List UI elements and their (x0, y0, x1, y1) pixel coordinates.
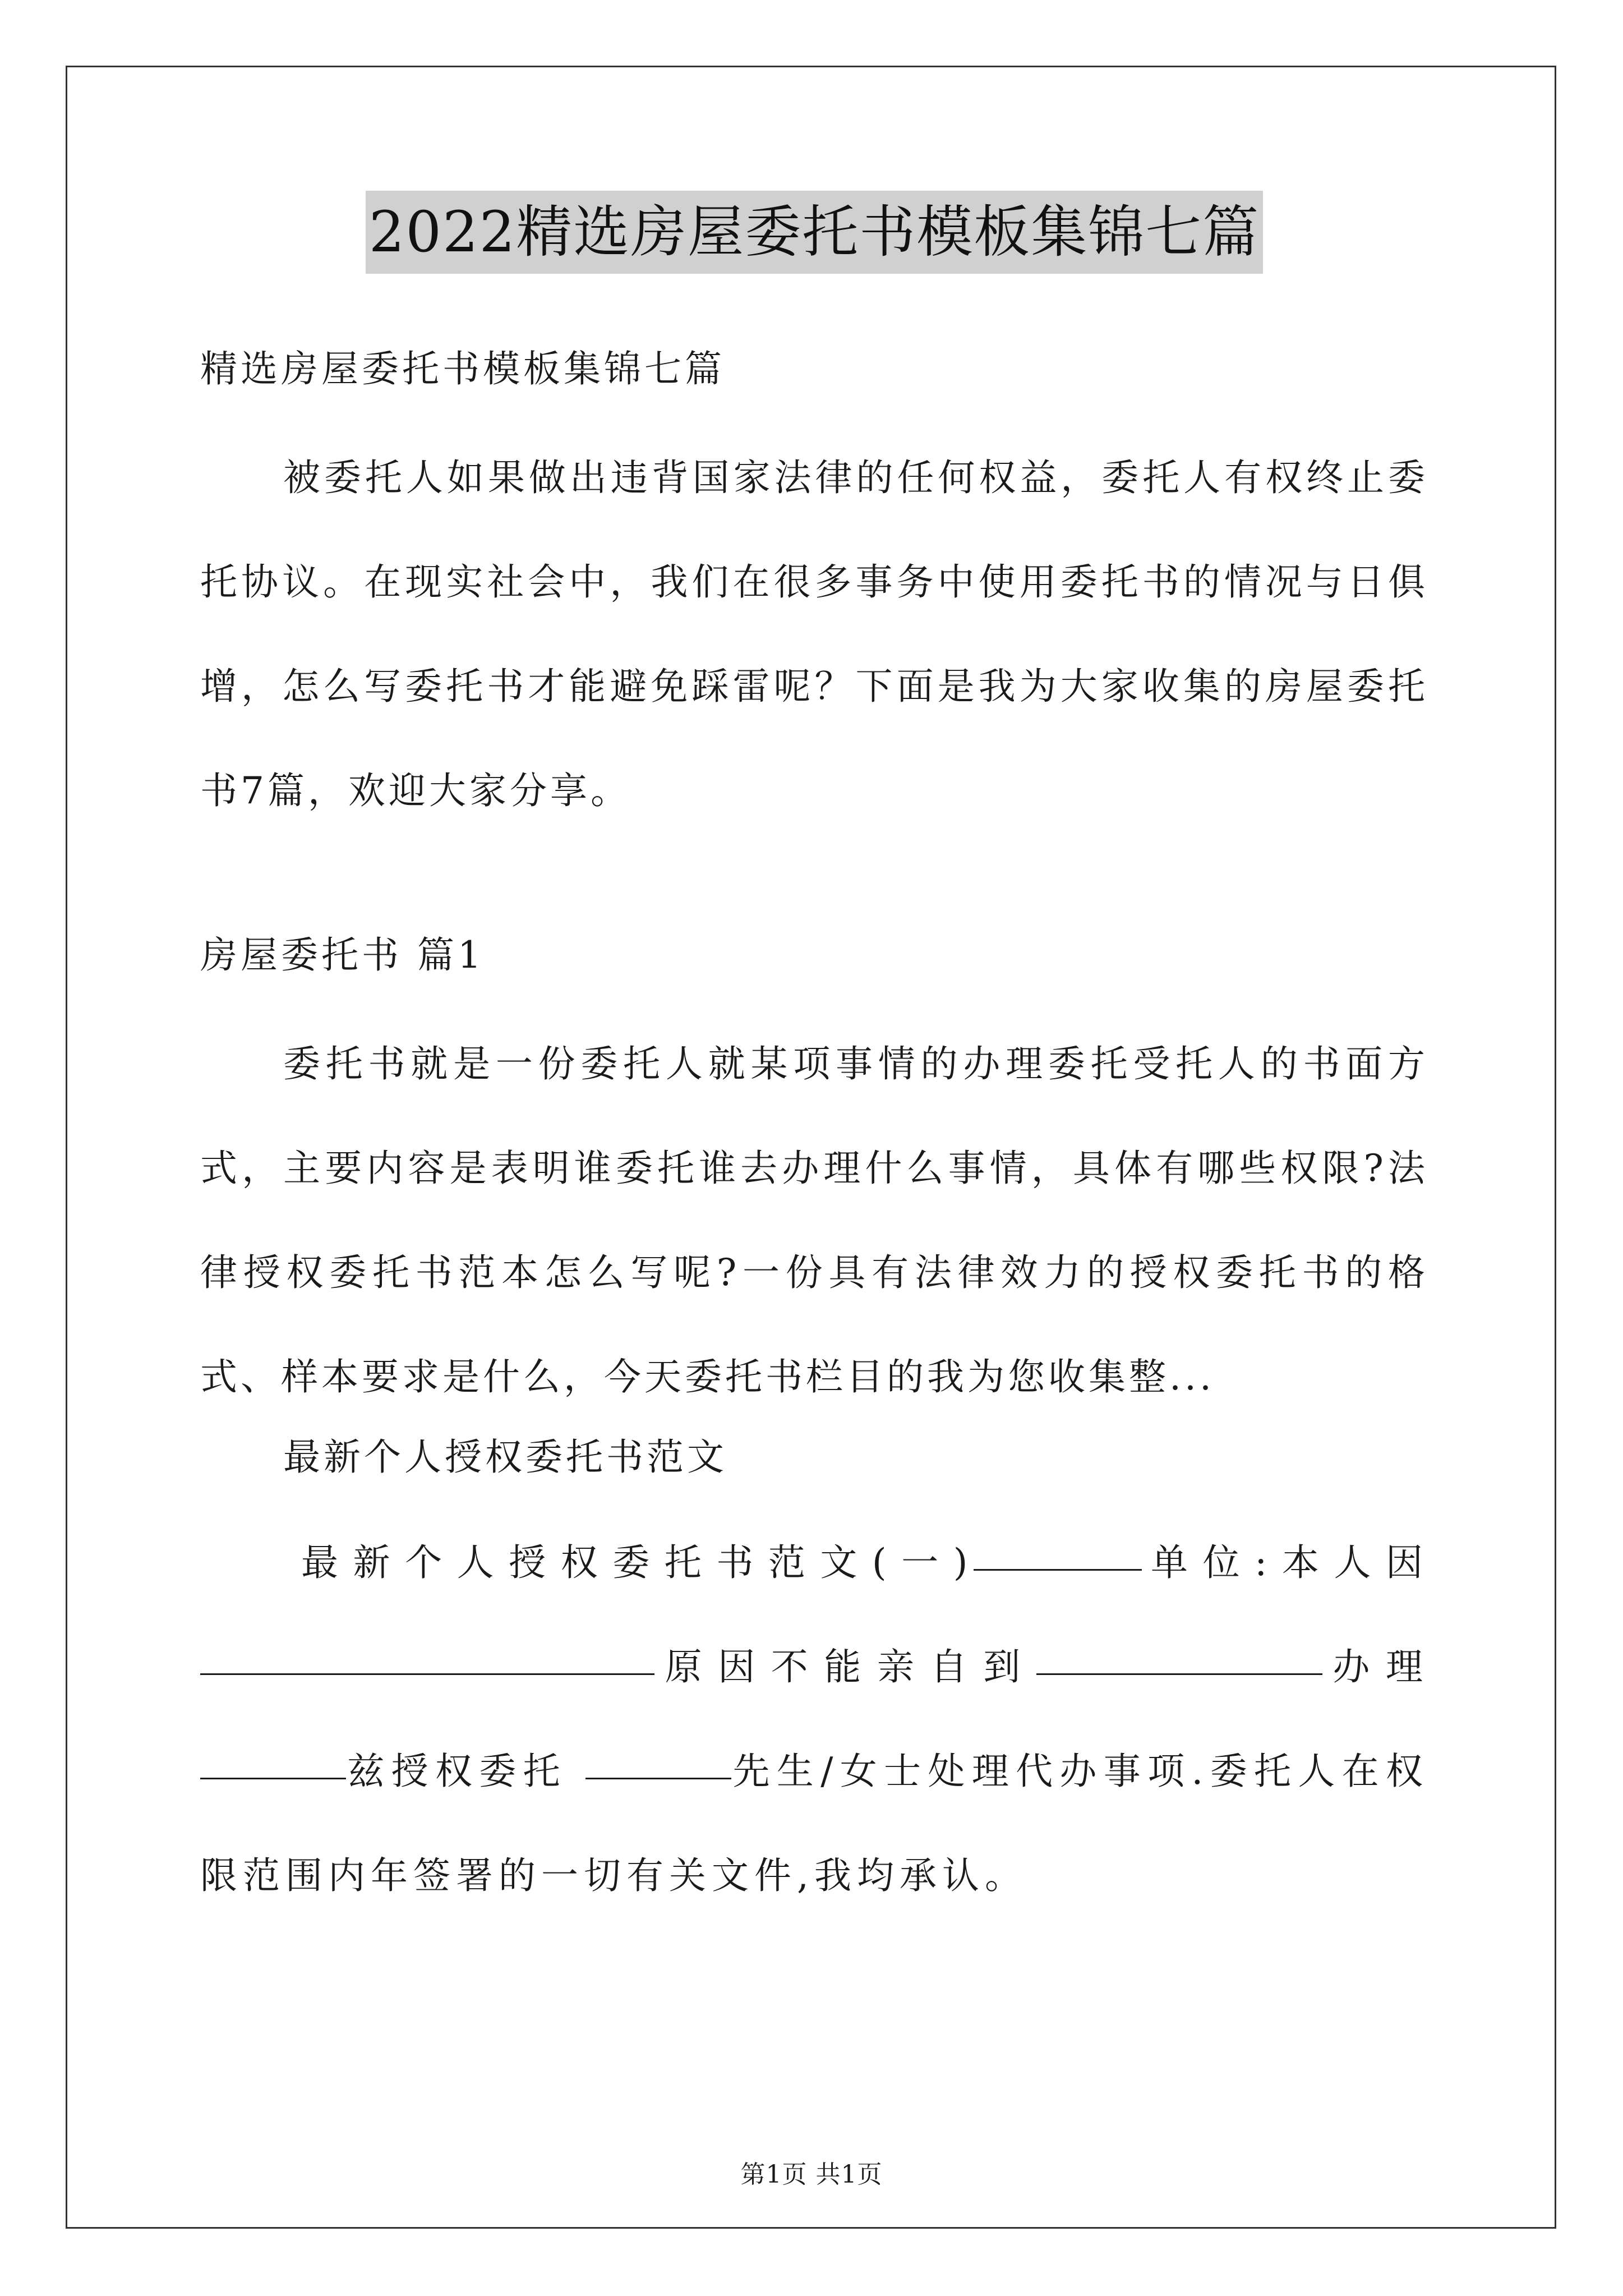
form-text-6: 先生/女士处理代办事项.委托人在权限范围内年签署的一切有关文件,我均承认。 (200, 1750, 1429, 1897)
document-subtitle: 精选房屋委托书模板集锦七篇 (200, 347, 725, 390)
blank-line (200, 1738, 346, 1779)
form-text-1: 最新个人授权委托书范文(一) (301, 1541, 974, 1584)
blank-line (1036, 1634, 1322, 1675)
form-text-5: 兹授权委托 (346, 1750, 567, 1793)
intro-paragraph: 被委托人如果做出违背国家法律的任何权益，委托人有权终止委托协议。在现实社会中，我们在很多事务中使用委托书的情况与日俱增，怎么写委托书才能避免踩雷呢？下面是我为大家收集的房屋委托书7篇，欢迎大家分享。 (200, 456, 1428, 812)
blank-line (974, 1530, 1142, 1571)
page-footer: 第1页 共1页 (740, 2160, 883, 2189)
title-wrap (200, 191, 1428, 274)
section-heading-1: 房屋委托书 篇1 (200, 933, 485, 977)
section-paragraph-1: 委托书就是一份委托人就某项事情的办理委托受托人的书面方式，主要内容是表明谁委托谁去办理什么事情，具体有哪些权限?法律授权委托书范本怎么写呢?一份具有法律效力的授权委托书的格式、样本要求是什么，今天委托书栏目的我为您收集整... (200, 1042, 1428, 1398)
form-text-4: 办理 (1322, 1645, 1429, 1688)
blank-line (585, 1738, 731, 1779)
form-paragraph (200, 1511, 1428, 1928)
sub-heading: 最新个人授权委托书范文 (283, 1435, 727, 1479)
document-body (200, 191, 1428, 1928)
form-text-3: 原因不能亲自到 (654, 1645, 1036, 1688)
document-title: 2022精选房屋委托书模板集锦七篇 (366, 191, 1264, 274)
blank-line (200, 1634, 654, 1675)
form-text-2: 单位:本人因 (1141, 1541, 1428, 1584)
